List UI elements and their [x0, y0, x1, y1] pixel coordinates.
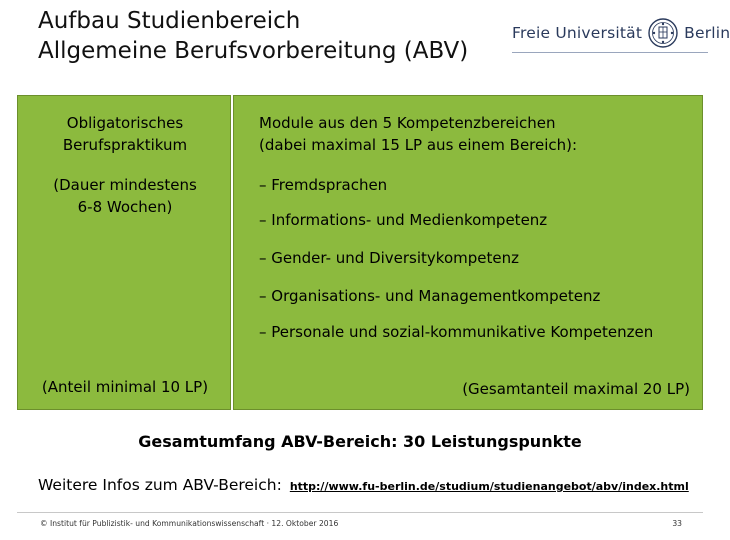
slide-title-line2: Allgemeine Berufsvorbereitung (ABV) — [38, 38, 469, 64]
page-number: 33 — [672, 519, 682, 528]
practicum-duration-line2: 6-8 Wochen) — [77, 198, 173, 216]
practicum-heading-line2: Berufspraktikum — [62, 136, 188, 154]
practicum-share: (Anteil minimal 10 LP) — [41, 378, 209, 396]
competence-item: – Personale und sozial-kommunikative Kompetenzen — [259, 323, 654, 341]
modules-heading-line2: (dabei maximal 15 LP aus einem Bereich): — [259, 136, 578, 154]
modules-heading-line1: Module aus den 5 Kompetenzbereichen — [259, 114, 556, 132]
slide-title — [38, 6, 468, 66]
fu-berlin-logo — [512, 8, 730, 58]
practicum-heading-line1: Obligatorisches — [66, 114, 184, 132]
total-credits-summary: Gesamtumfang ABV-Bereich: 30 Leistungspunkte — [138, 432, 582, 451]
competence-item: – Gender- und Diversitykompetenz — [259, 249, 519, 267]
practicum-duration-line1: (Dauer mindestens — [53, 176, 197, 194]
university-seal-icon — [648, 18, 678, 48]
logo-left-text: Freie Universität — [512, 24, 643, 42]
modules-total-share: (Gesamtanteil maximal 20 LP) — [462, 380, 690, 398]
logo-underline — [512, 52, 708, 53]
competence-item: – Fremdsprachen — [259, 176, 388, 194]
competence-item: – Organisations- und Managementkompetenz — [259, 287, 601, 305]
logo-right-text: Berlin — [684, 24, 730, 42]
more-info-label: Weitere Infos zum ABV-Bereich: — [38, 476, 282, 494]
modules-panel — [233, 95, 703, 410]
modules-heading — [259, 112, 699, 156]
competence-item: – Informations- und Medienkompetenz — [259, 211, 548, 229]
footer-copyright: © Institut für Publizistik- und Kommunikationswissenschaft · 12. Oktober 2016 — [40, 519, 339, 528]
practicum-duration — [18, 174, 232, 218]
practicum-heading — [18, 112, 232, 156]
footer-divider — [17, 512, 703, 513]
abv-info-link[interactable]: http://www.fu-berlin.de/studium/studienangebot/abv/index.html — [289, 480, 689, 493]
practicum-panel — [17, 95, 231, 410]
slide-title-line1: Aufbau Studienbereich — [38, 8, 301, 34]
more-info-line — [38, 476, 689, 494]
